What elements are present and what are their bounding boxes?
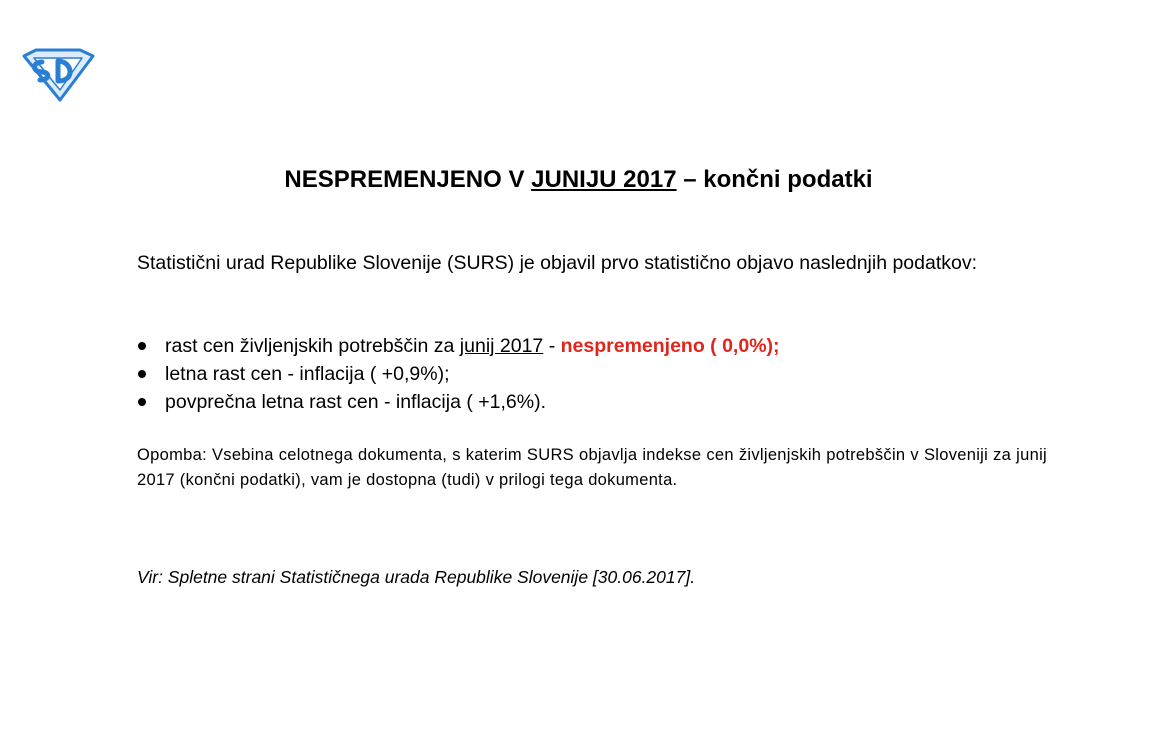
list-item xyxy=(137,388,1052,416)
bullet-list xyxy=(137,332,1052,416)
title-underlined-period: JUNIJU 2017 xyxy=(531,166,677,193)
bullet-text: povprečna letna rast cen - inflacija ( +1,6%). xyxy=(165,391,546,413)
title-suffix: – končni podatki xyxy=(676,166,873,193)
bullet-text: rast cen življenjskih potrebščin za xyxy=(165,335,460,357)
sd-shield-logo-icon xyxy=(20,46,96,104)
bullet-text: letna rast cen - inflacija ( +0,9%); xyxy=(165,363,450,385)
source-line: Vir: Spletne strani Statističnega urada Republike Slovenije [30.06.2017]. xyxy=(137,567,696,587)
bullet-separator: - xyxy=(543,335,561,357)
bullet-icon xyxy=(138,342,146,350)
bullet-underlined-period: junij 2017 xyxy=(459,335,544,357)
note-paragraph: Opomba: Vsebina celotnega dokumenta, s katerim SURS objavlja indekse cen življenjskih potrebščin v Sloveniji za junij 2017 (končni podatki), vam je dostopna (tudi) v prilogi tega dokumenta. xyxy=(137,446,1047,489)
document-title xyxy=(0,166,1157,194)
bullet-icon xyxy=(138,398,146,406)
bullet-highlight-value: nespremenjeno ( 0,0%); xyxy=(560,335,780,357)
intro-paragraph: Statistični urad Republike Slovenije (SURS) je objavil prvo statistično objavo naslednjih podatkov: xyxy=(137,252,978,274)
list-item xyxy=(137,360,1052,388)
list-item xyxy=(137,332,1052,360)
bullet-icon xyxy=(138,370,146,378)
title-prefix: NESPREMENJENO V xyxy=(284,166,532,193)
